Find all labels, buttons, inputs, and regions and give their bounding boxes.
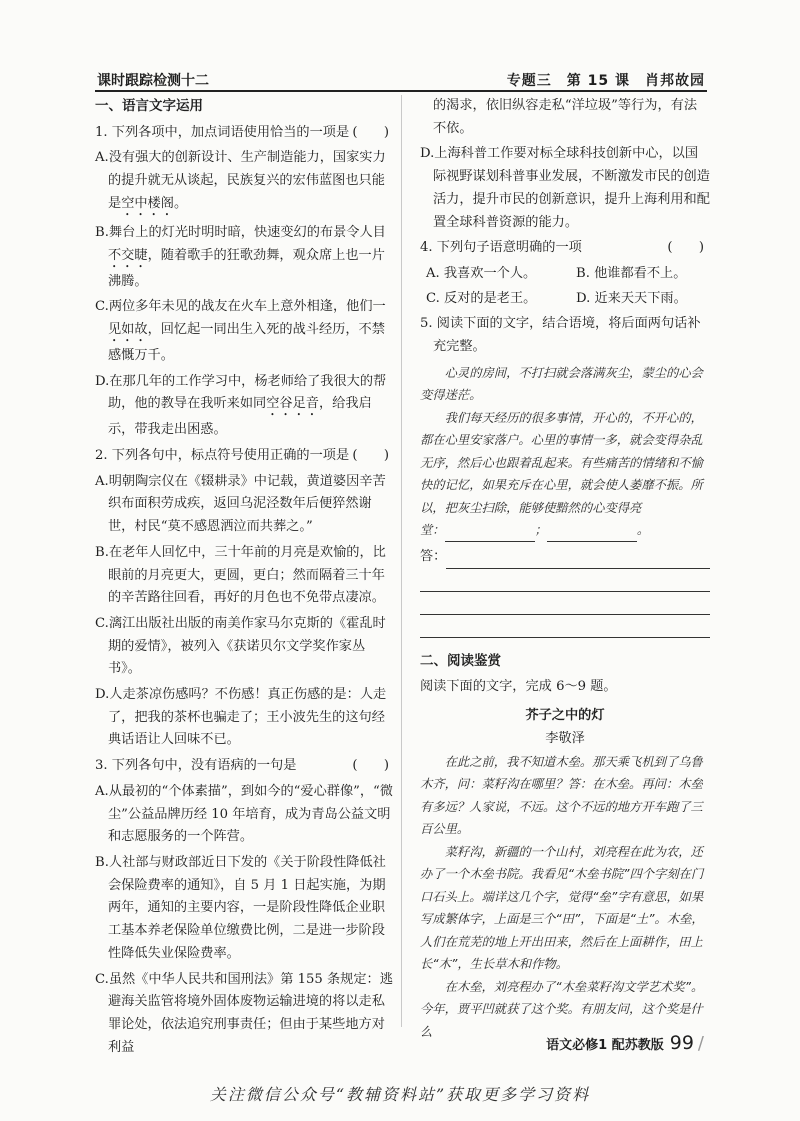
q1-option-c: C.两位多年未见的战友在火车上意外相逢，他们一见如故，回忆起一同出生入死的战斗经历，不禁感慨万千。 <box>95 299 386 363</box>
article-title: 芥子之中的灯 <box>525 708 605 724</box>
page-number: 99 <box>669 1032 694 1054</box>
q5-passage <box>420 362 710 542</box>
handwritten-note: 关注微信公众号“教辅资料站”获取更多学习资料 <box>209 1085 591 1104</box>
answer-paren: ( ) <box>352 448 389 464</box>
q1-option-d: D.在那几年的工作学习中，杨老师给了我很大的帮助，他的教导在我听来如同空谷足音，给我启示，带我走出困惑。 <box>95 373 387 438</box>
header-title: 课时跟踪检测十二 <box>97 73 209 89</box>
header-lesson: 专题三 第 15 课 肖邦故园 <box>506 73 705 89</box>
right-column <box>420 95 710 1043</box>
edition-label: 语文必修1 配苏教版 <box>546 1038 664 1053</box>
article-paragraph: 在此之前，我不知道木垒。那天乘飞机到了乌鲁木齐，问：菜籽沟在哪里？答：在木垒。再问：木垒有多远？人家说，不远。这个不远的地方开车跑了三百公里。 <box>420 754 703 837</box>
q5-passage-paragraph: 心灵的房间，不打扫就会落满灰尘，蒙尘的心会变得迷茫。 <box>420 365 703 403</box>
footer-slash: / <box>697 1033 704 1054</box>
q2-option-d: D.人走茶凉伤感吗？不伤感！真正伤感的是：人走了，把我的茶杯也骗走了；王小波先生的这句经典话语让人回味不已。 <box>95 687 387 748</box>
fill-blank-2[interactable] <box>547 525 637 542</box>
q5-fill-line: 堂： ； 。 <box>420 519 710 542</box>
article-author: 李敬泽 <box>545 730 585 746</box>
column-divider <box>401 95 402 1027</box>
answer-paren: ( ) <box>352 758 389 774</box>
answer-label: 答： <box>420 549 447 565</box>
q3-option-c: C.虽然《中华人民共和国刑法》第 155 条规定：逃避海关监管将境外固体废物运输进境的将以走私罪论处，依法追究刑事责任；但由于某些地方对利益 <box>95 971 393 1055</box>
answer-line[interactable] <box>420 592 710 615</box>
emphasized-term: 空谷足音 <box>266 396 319 412</box>
q1-option-b: B.舞台上的灯光时明时暗，快速变幻的布景令人目不交睫，随着歌手的狂歌劲舞，观众席上也一片沸腾。 <box>95 224 386 289</box>
fill-blank-1[interactable] <box>445 525 535 542</box>
answer-line[interactable] <box>446 546 710 569</box>
q2-option-b: B.在老年人回忆中，三十年前的月亮是欢愉的，比眼前的月亮更大，更圆，更白；然而隔着三十年的辛苦路往回看，再好的月色也不免带点凄凉。 <box>95 544 386 606</box>
q3-option-b: B.人社部与财政部近日下发的《关于阶段性降低社会保险费率的通知》，自 5 月 1 日起实施，为期两年，通知的主要内容，一是阶段性降低企业职工基本养老保险单位缴费比例，二是进一步阶段性降低失业保险费率。 <box>95 854 386 961</box>
article-paragraph: 菜籽沟，新疆的一个山村，刘亮程在此为农，还办了一个木垒书院。我看见“木垒书院”四个字刻在门口石头上。端详这几个字，觉得“垒”字有意思，如果写成繁体字，上面是三个“田”，下面是“土”。木垒，人们在荒芜的地上开出田来，然后在上面耕作，田上长“木”，生长草木和作物。 <box>420 844 704 972</box>
page-footer <box>546 1032 704 1054</box>
q5-answer-area <box>420 546 710 638</box>
question-2-stem: 2. 下列各句中，标点符号使用正确的一项是 ( ) <box>95 445 395 468</box>
answer-line[interactable] <box>420 615 710 638</box>
q2-option-a: A.明朝陶宗仪在《辍耕录》中记载，黄道婆因辛苦织布面积劳成疾，返回乌泥泾数年后便猝然谢世，村民“莫不感恩洒泣而共葬之。” <box>95 473 386 535</box>
q4-option-d: D. 近来天天下雨。 <box>576 290 687 306</box>
q4-option-b: B. 他谁都看不上。 <box>576 265 687 281</box>
q5-passage-paragraph: 我们每天经历的很多事情，开心的，不开心的，都在心里安家落户。心里的事情一多，就会变得杂乱无序，然后心也跟着乱起来。有些痛苦的情绪和不愉快的记忆，如果充斥在心里，就会使人萎靡不振。所以，把灰尘扫除，能够使黯然的心变得亮 <box>420 410 703 515</box>
left-column <box>95 95 395 1062</box>
answer-paren: ( ) <box>352 124 389 140</box>
section-heading-1: 一、语言文字运用 <box>95 98 203 114</box>
question-5-stem: 5. 阅读下面的文字，结合语境，将后面两句话补充完整。 <box>420 316 701 355</box>
reading-intro: 阅读下面的文字，完成 6～9 题。 <box>420 679 617 695</box>
section-heading-2: 二、阅读鉴赏 <box>420 652 501 669</box>
q4-option-c: C. 反对的是老王。 <box>426 290 537 306</box>
q4-options <box>420 263 710 310</box>
emphasized-term: 不交睫 <box>108 247 148 263</box>
article-body <box>420 751 710 1044</box>
q4-option-a: A. 我喜欢一个人。 <box>426 265 537 281</box>
question-4-stem: 4. 下列句子语意明确的一项 ( ) <box>420 237 710 260</box>
q3-option-a: A.从最初的“个体素描”，到如今的“爱心群像”，“微尘”公益品牌历经 10 年培育，成为青岛公益文明和志愿服务的一个阵营。 <box>95 783 393 845</box>
answer-paren: ( ) <box>667 240 704 256</box>
header-rule <box>95 90 707 92</box>
emphasized-term: 见如故 <box>108 321 148 337</box>
question-1-stem: 1. 下列各项中，加点词语使用恰当的一项是 ( ) <box>95 122 395 145</box>
q2-option-c: C.漓江出版社出版的南美作家马尔克斯的《霍乱时期的爱情》，被列入《获诺贝尔文学奖作家丛书》。 <box>95 615 386 677</box>
emphasized-term: 空中楼阁 <box>121 195 174 211</box>
answer-line[interactable] <box>420 569 710 592</box>
q1-option-a: A.没有强大的创新设计、生产制造能力，国家实力的提升就无从谈起，民族复兴的宏伟蓝图也只能是空中楼阁。 <box>95 150 386 211</box>
article-paragraph: 在木垒，刘亮程办了“木垒菜籽沟文学艺术奖”。今年，贾平凹就获了这个奖。有朋友问，这个奖是什么 <box>420 979 704 1039</box>
q3-option-d: D.上海科普工作要对标全球科技创新中心，以国际视野谋划科普事业发展，不断激发市民的创造活力，提升市民的创新意识，提升上海利用和配置全球科普资源的能力。 <box>420 146 710 230</box>
q3-option-c-continued: 的渴求，依旧纵容走私“洋垃圾”等行为，有法不依。 <box>433 98 698 136</box>
question-3-stem: 3. 下列各句中，没有语病的一句是 ( ) <box>95 755 395 778</box>
